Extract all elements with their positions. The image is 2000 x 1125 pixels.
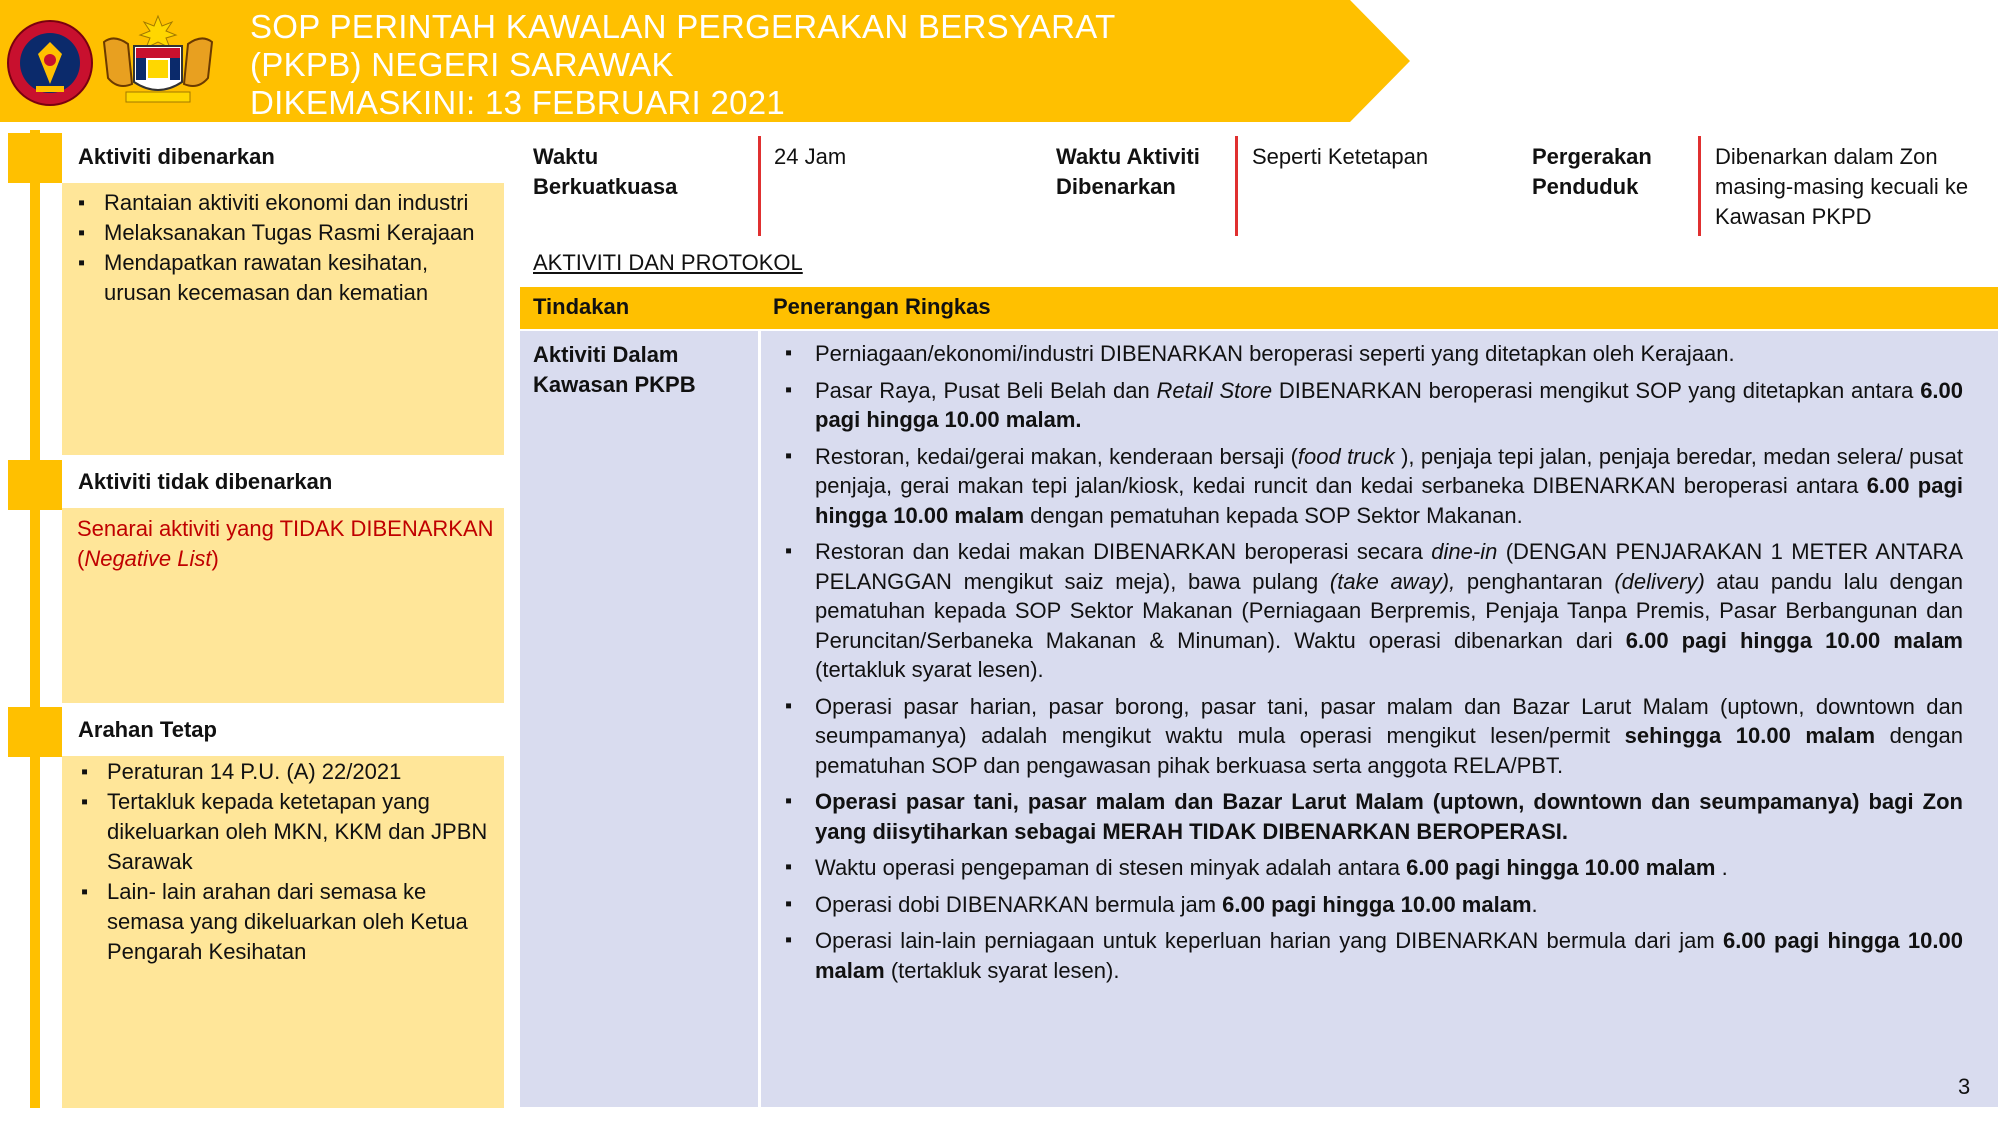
text-italic: dine-in [1431,539,1498,564]
list-item: ▪ Melaksanakan Tugas Rasmi Kerajaan [76,218,486,248]
text: ), penjaja tepi jalan, penjaja beredar, medan selera/ pusat penjaja, gerai makan tepi jalan/kiosk, kedai runcit dan kedai serbaneka DIBENARKAN beroperasi antara [815,443,1963,498]
text: Perniagaan/ekonomi/industri DIBENARKAN beroperasi seperti yang ditetapkan oleh Kerajaan. [815,341,1735,366]
text-italic: (take away), [1329,568,1456,594]
protocol-list [783,339,1963,992]
text: penghantaran [1455,568,1615,594]
text-bold: sehingga 10.00 malam [1624,723,1876,748]
col-header-action: Tindakan [533,294,630,319]
text: dengan pematuhan SOP dan pengawasan pihak berkuasa serta anggota RELA/PBT. [815,723,1963,778]
text-bold: 6.00 pagi hingga 10.00 malam. [815,377,1964,432]
activity-label-line-1: Waktu Aktiviti [1056,144,1200,169]
list-item [783,339,1963,369]
activity-time-value: Seperti Ketetapan [1252,144,1429,169]
standing-title: Arahan Tetap [78,717,217,742]
effective-time-label [533,142,677,202]
negative-list-text: Senarai aktiviti yang TIDAK DIBENARKAN ( [77,516,494,571]
allowed-title: Aktiviti dibenarkan [78,144,275,169]
text-italic: food truck [1297,443,1395,469]
title-line-1: SOP PERINTAH KAWALAN PERGERAKAN BERSYARAT [250,8,1116,45]
table-header [520,287,1998,329]
allowed-box [62,183,504,455]
row-label [533,340,696,400]
text: Pasar Raya, Pusat Beli Belah dan [815,377,1157,403]
movement-value-line-1: Dibenarkan dalam Zon [1715,144,1938,169]
timeline-line [30,130,40,1108]
text-bold: 6.00 pagi hingga 10.00 malam [815,473,1964,528]
info-divider [1698,136,1701,236]
list-item: ▪ Rantaian aktiviti ekonomi dan industri [76,188,486,218]
section-marker-not-allowed [8,460,62,510]
text: DIBENARKAN beroperasi mengikut SOP yang ditetapkan antara [1272,377,1921,403]
standing-box [62,756,504,1108]
negative-list-italic: Negative List [84,546,212,571]
text: Operasi dobi DIBENARKAN bermula jam [815,891,1223,917]
list-item: ▪ Tertakluk kepada ketetapan yang dikeluarkan oleh MKN, KKM dan JPBN Sarawak [79,787,499,877]
list-item [783,537,1963,685]
text: Restoran, kedai/gerai makan, kenderaan bersaji ( [815,443,1298,469]
list-item [783,787,1963,846]
text: (tertakluk syarat lesen). [815,657,1044,682]
list-item [783,692,1963,781]
effective-label-line-1: Waktu [533,144,599,169]
negative-list-note [77,514,497,574]
effective-label-line-2: Berkuatkuasa [533,174,678,199]
list-item: ▪ Lain- lain arahan dari semasa ke semasa yang dikeluarkan oleh Ketua Pengarah Kesihatan [79,877,499,967]
effective-time-value: 24 Jam [774,144,847,169]
movement-label-line-2: Penduduk [1532,174,1639,199]
section-marker-standing [8,707,62,757]
activity-label-line-2: Dibenarkan [1056,174,1176,199]
section-heading: AKTIVITI DAN PROTOKOL [533,250,803,275]
page-number: 3 [1958,1074,1971,1099]
movement-value-line-2: masing-masing kecuali ke [1715,174,1969,199]
text: . [1715,855,1728,880]
movement-value-line-3: Kawasan PKPD [1715,204,1872,229]
allowed-list [76,188,486,308]
text-italic: Retail Store [1156,377,1273,403]
list-item: ▪ Mendapatkan rawatan kesihatan, urusan kecemasan dan kematian [76,248,486,308]
movement-label-line-1: Pergerakan [1532,144,1652,169]
info-divider [758,136,761,236]
text-bold: 6.00 pagi hingga 10.00 malam [1406,855,1716,880]
text-bold: 6.00 pagi hingga 10.00 malam [1222,891,1532,917]
text: dengan pematuhan kepada SOP Sektor Makanan. [1024,502,1523,528]
text: (DENGAN PENJARAKAN 1 METER ANTARA PELANGGAN mengikut saiz meja), bawa pulang [815,539,1964,594]
text-bold: 6.00 pagi hingga 10.00 malam [815,928,1963,983]
movement-label [1532,142,1652,202]
list-item [783,376,1963,435]
section-marker-allowed [8,133,62,183]
not-allowed-box [62,508,504,703]
title-line-3: DIKEMASKINI: 13 FEBRUARI 2021 [250,84,786,121]
list-item [783,442,1963,531]
text: Operasi lain-lain perniagaan untuk keperluan harian yang DIBENARKAN bermula dari jam [815,928,1723,953]
text-bold: Operasi pasar tani, pasar malam dan Bazar Larut Malam (uptown, downtown dan seumpamanya) bagi Zon yang diisytiharkan sebagai MERAH TIDAK DIBENARKAN BEROPERASI. [815,789,1963,844]
info-divider [1235,136,1238,236]
text-bold: 6.00 pagi hingga 10.00 malam [1625,627,1963,653]
row-label-line-1: Aktiviti Dalam [533,342,679,367]
activity-time-label [1056,142,1200,202]
standing-list [79,757,499,967]
malaysia-coat-of-arms-icon [96,12,220,110]
list-item [783,853,1963,883]
text: Restoran dan kedai makan DIBENARKAN beroperasi secara [815,539,1432,564]
text: . [1531,891,1538,917]
list-item [783,926,1963,985]
page-title [250,8,1116,122]
text: Waktu operasi pengepaman di stesen minyak adalah antara [815,855,1407,880]
text: (tertakluk syarat lesen). [884,957,1120,983]
text: Operasi pasar harian, pasar borong, pasar tani, pasar malam dan Bazar Larut Malam (uptown, downtown dan seumpamanya) adalah mengikut waktu mula operasi mengikut lesen/permit [815,693,1963,748]
negative-list-suffix: ) [211,546,219,571]
table-col-divider [758,331,761,1107]
title-line-2: (PKPB) NEGERI SARAWAK [250,46,674,83]
nsc-emblem-icon [6,14,94,112]
text-italic: (delivery) [1614,568,1705,594]
text: atau pandu lalu dengan pematuhan kepada SOP Sektor Makanan (Perniagaan Berpremis, Penjaja Tanpa Premis, Pasar Berbangunan dan Peruncitan/Serbaneka Makanan & Minuman). Waktu operasi dibenarkan dari [815,568,1963,653]
row-label-line-2: Kawasan PKPB [533,372,696,397]
list-item [783,890,1963,920]
not-allowed-title: Aktiviti tidak dibenarkan [78,469,333,494]
list-item: ▪ Peraturan 14 P.U. (A) 22/2021 [79,757,499,787]
movement-value [1715,142,1968,232]
col-header-desc: Penerangan Ringkas [773,294,991,319]
